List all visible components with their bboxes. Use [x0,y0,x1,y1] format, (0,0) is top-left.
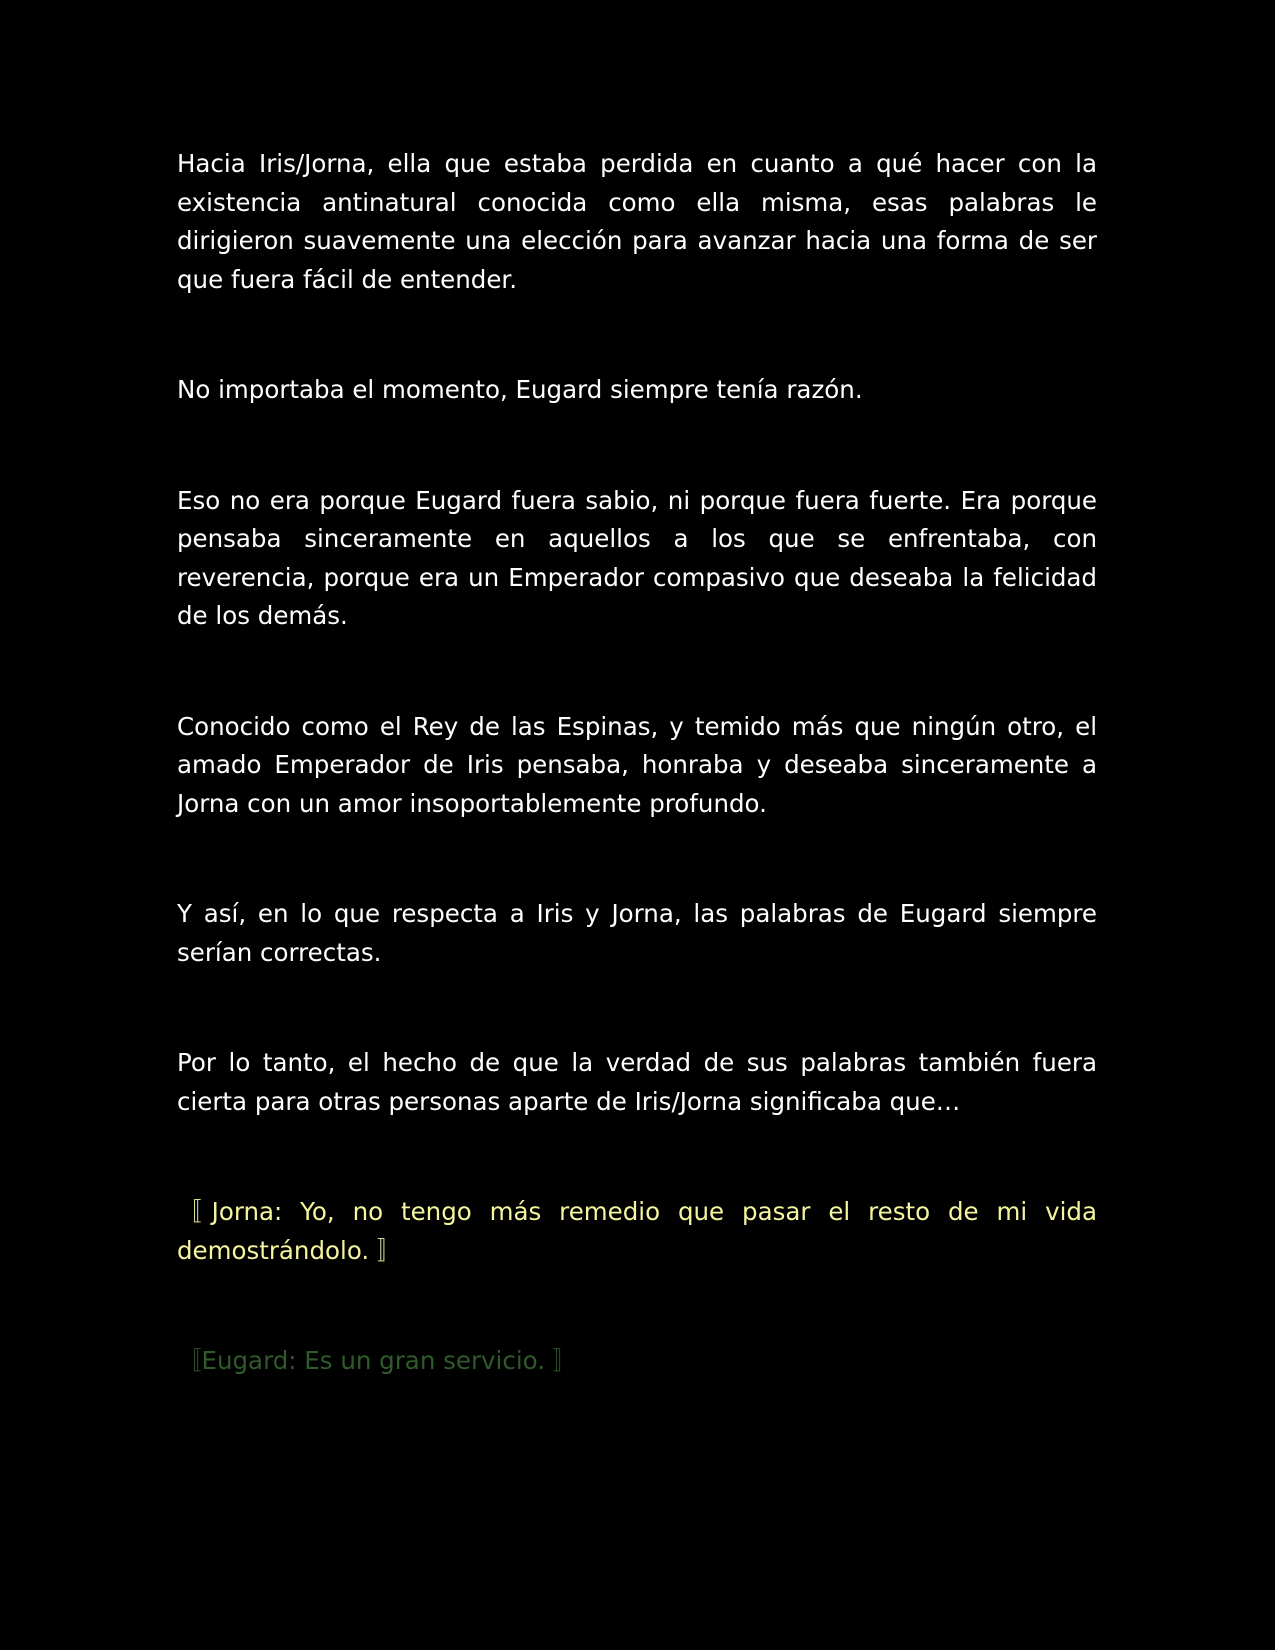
document-page [177,145,1097,1381]
dialogue-eugard: 〚Eugard: Es un gran servicio. 〛 [177,1346,578,1375]
dialogue-jorna: 〚Jorna: Yo, no tengo más remedio que pasar el resto de mi vida demostrándolo. 〛 [177,1197,1097,1265]
paragraph-6: Por lo tanto, el hecho de que la verdad de sus palabras también fuera cierta para otras personas aparte de Iris/Jorna significaba que… [177,1048,1097,1116]
paragraph-3: Eso no era porque Eugard fuera sabio, ni porque fuera fuerte. Era porque pensaba sinceramente en aquellos a los que se enfrentaba, con reverencia, porque era un Emperador compasivo que deseaba la felicidad de los demás. [177,485,1097,630]
paragraph-5: Y así, en lo que respecta a Iris y Jorna, las palabras de Eugard siempre serían correctas. [177,899,1097,967]
paragraph-4: Conocido como el Rey de las Espinas, y temido más que ningún otro, el amado Emperador de Iris pensaba, honraba y deseaba sinceramente a Jorna con un amor insoportablemente profundo. [177,711,1097,818]
paragraph-2: No importaba el momento, Eugard siempre tenía razón. [177,375,863,404]
paragraph-1: Hacia Iris/Jorna, ella que estaba perdida en cuanto a qué hacer con la existencia antinatural conocida como ella misma, esas palabras le dirigieron suavemente una elección para avanzar hacia una forma de ser que fuera fácil de entender. [177,149,1097,294]
